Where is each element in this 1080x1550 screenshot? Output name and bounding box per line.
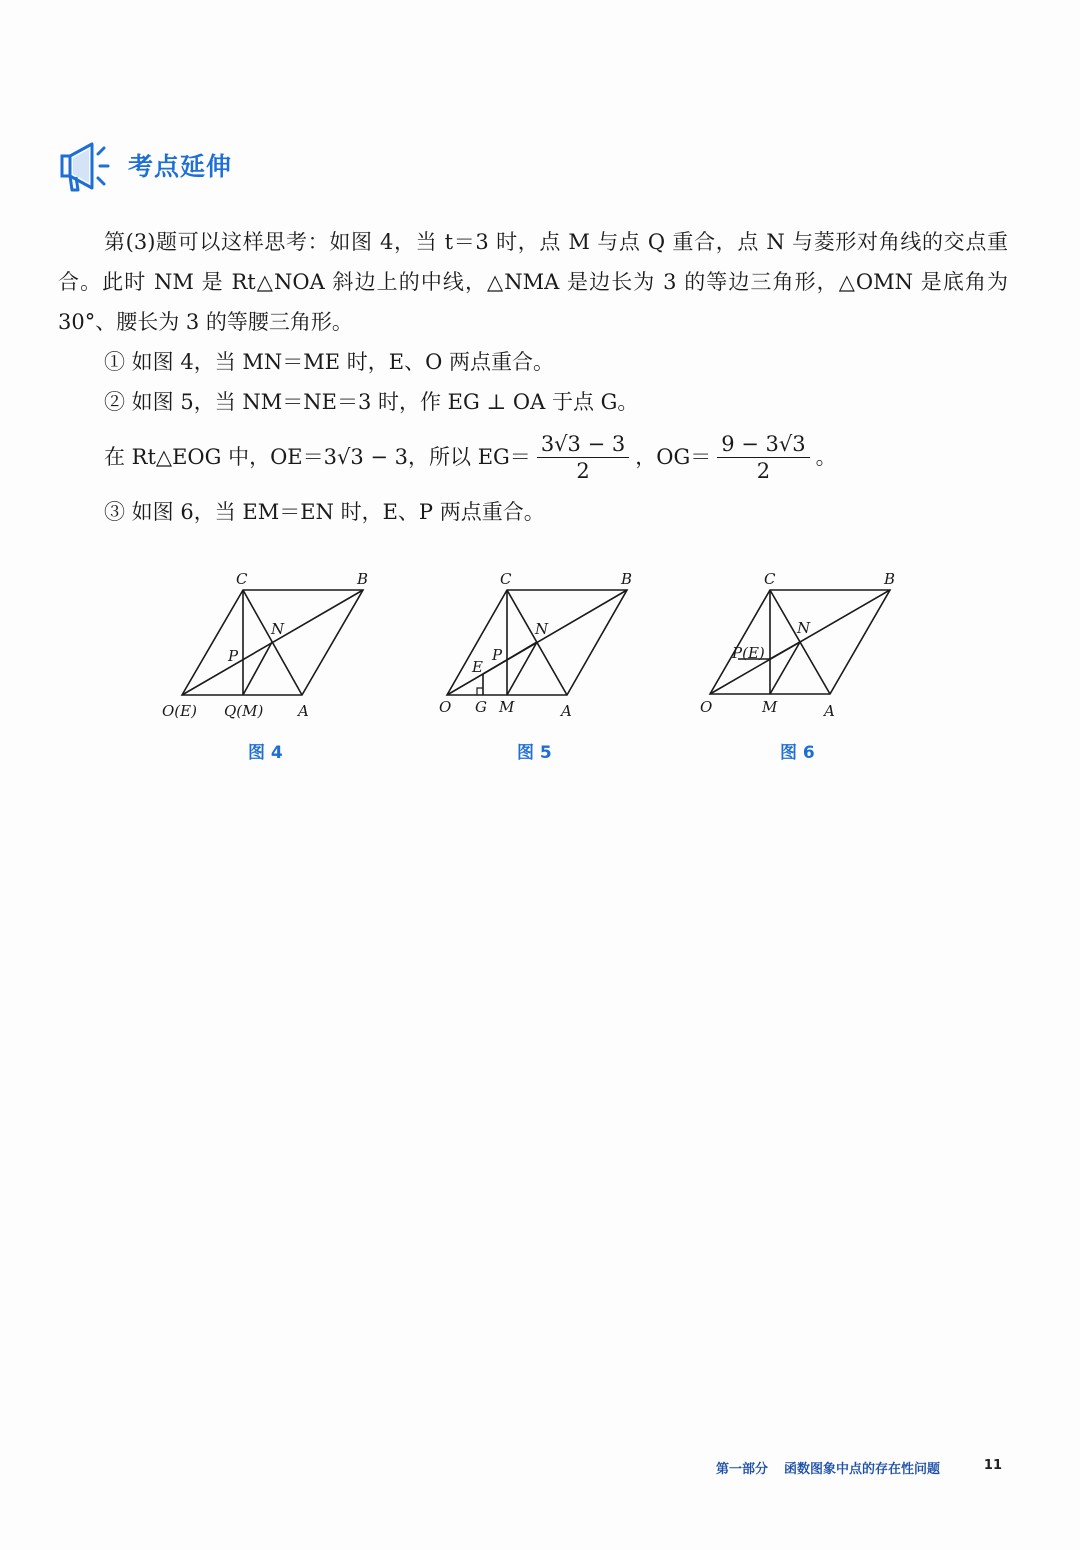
fraction-og-numerator: 9 − 3√3 xyxy=(717,431,809,458)
label-g: G xyxy=(475,698,487,716)
label-m: M xyxy=(499,698,515,716)
label-c: C xyxy=(236,570,248,588)
label-p: P xyxy=(492,646,503,664)
section-header xyxy=(56,136,232,194)
label-c: C xyxy=(500,570,512,588)
footer-part: 第一部分 xyxy=(716,1462,769,1477)
footer-topic: 函数图象中点的存在性问题 xyxy=(784,1462,941,1477)
calc-end: 。 xyxy=(815,445,837,469)
calc-prefix: 在 Rt△EOG 中，OE＝3√3 − 3，所以 EG＝ xyxy=(104,445,531,469)
label-a: A xyxy=(561,702,572,720)
label-b: B xyxy=(357,570,369,588)
case-1: ① 如图 4，当 MN＝ME 时，E、O 两点重合。 xyxy=(104,350,554,374)
section-title: 考点延伸 xyxy=(128,152,233,181)
paragraph-intro: 第(3)题可以这样思考：如图 4，当 t＝3 时，点 M 与点 Q 重合，点 N 与菱形对角线的交点重合。此时 NM 是 Rt△NOA 斜边上的中线，△NMA 是边长为 3 的等边三角形，△OMN 是底角为 30°、腰长为 3 的等腰三角形。 xyxy=(58,230,1008,334)
fraction-og xyxy=(717,431,809,484)
label-o: O xyxy=(700,698,713,716)
label-c: C xyxy=(764,570,776,588)
fraction-eg xyxy=(537,431,629,484)
label-b: B xyxy=(621,570,633,588)
figure-4-diagram xyxy=(150,566,400,726)
segment-mn xyxy=(243,642,272,695)
case-2-calculation xyxy=(58,422,1008,492)
segment-mn xyxy=(507,642,537,695)
figure-6-caption: 图 6 xyxy=(780,743,815,763)
calc-mid: ，OG＝ xyxy=(635,445,712,469)
label-m: M xyxy=(762,698,778,716)
label-n: N xyxy=(535,620,549,638)
label-q-m: Q(M) xyxy=(224,702,264,720)
fraction-eg-numerator: 3√3 − 3 xyxy=(537,431,629,458)
label-a: A xyxy=(298,702,309,720)
label-b: B xyxy=(884,570,896,588)
fraction-eg-denominator: 2 xyxy=(576,458,590,483)
label-n: N xyxy=(271,620,285,638)
explanation-body xyxy=(58,222,1008,532)
label-n: N xyxy=(797,619,811,637)
megaphone-icon xyxy=(56,136,118,194)
label-e: E xyxy=(472,658,483,676)
figure-5-diagram xyxy=(415,566,665,726)
right-angle-mark xyxy=(477,688,483,695)
figure-6-diagram xyxy=(680,566,930,726)
page-number: 11 xyxy=(983,1458,1002,1473)
label-p-e: P(E) xyxy=(732,644,765,662)
label-p: P xyxy=(228,647,239,665)
label-a: A xyxy=(824,702,835,720)
label-o: O xyxy=(439,698,452,716)
fraction-og-denominator: 2 xyxy=(756,458,771,483)
figure-4-caption: 图 4 xyxy=(248,743,283,763)
figure-5-caption: 图 5 xyxy=(517,743,552,763)
figure-row xyxy=(150,566,950,766)
case-2: ② 如图 5，当 NM＝NE＝3 时，作 EG ⊥ OA 于点 G。 xyxy=(104,390,639,414)
page-footer xyxy=(700,1458,1020,1477)
case-3: ③ 如图 6，当 EM＝EN 时，E、P 两点重合。 xyxy=(104,500,545,524)
label-o-e: O(E) xyxy=(162,702,197,720)
